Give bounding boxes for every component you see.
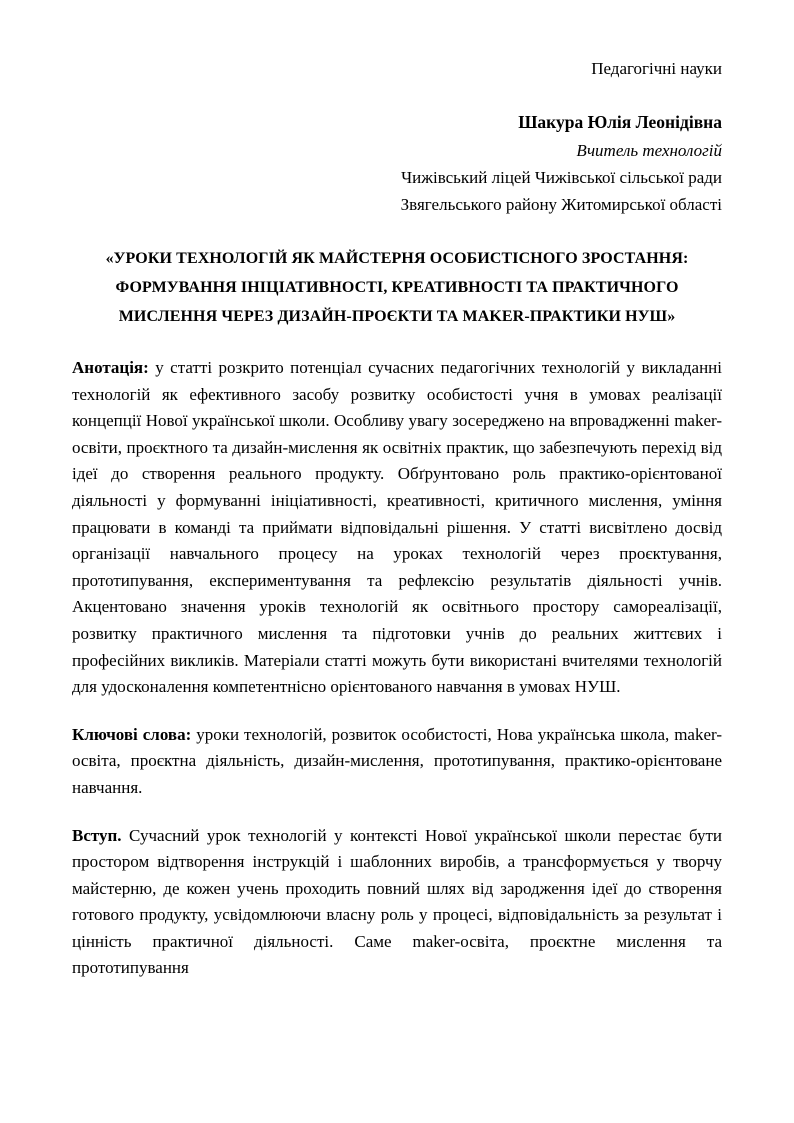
introduction-text: Сучасний урок технологій у контексті Нової української школи перестає бути простором відтворення інструкцій і шаблонних виробів, а трансформується у творчу майстерню, де кожен учень проходить повний шлях від зародження ідеї до створення готового продукту, усвідомлюючи власну роль у процесі, відповідальність за результат і цінність практичної діяльності. Саме maker-освіта, проєктне мислення та прототипування xyxy=(72,825,722,978)
introduction-label: Вступ. xyxy=(72,825,122,845)
running-head: Педагогічні науки xyxy=(591,59,722,78)
abstract-text: у статті розкрито потенціал сучасних педагогічних технологій у викладанні технологій як ефективного засобу розвитку особистості учня в умовах реалізації концепції Нової української школи. Особливу увагу зосереджено на впровадженні maker-освіти, проєктного та дизайн-мислення як освітніх практик, що забезпечують перехід від ідеї до створення реального продукту. Обґрунтовано роль практико-орієнтованої діяльності у формуванні ініціативності, креативності, критичного мислення, уміння працювати в команді та приймати відповідальні рішення. У статті висвітлено досвід організації навчального процесу на уроках технологій через проєктування, прототипування, експериментування та рефлексію результатів діяльності учнів. Акцентовано значення уроків технологій як освітнього простору самореалізації, розвитку практичного мислення та підготовки учнів до реальних життєвих і професійних викликів. Матеріали статті можуть бути використані вчителями технологій для удосконалення компетентнісно орієнтованого навчання в умовах НУШ. xyxy=(72,358,722,697)
abstract-paragraph xyxy=(72,355,722,701)
page-content xyxy=(72,56,722,999)
keywords-text: уроки технологій, розвиток особистості, Нова українська школа, maker-освіта, проєктна діяльність, дизайн-мислення, прототипування, практико-орієнтоване навчання. xyxy=(72,724,722,797)
introduction-paragraph xyxy=(72,823,722,983)
author-name: Шакура Юлія Леонідівна xyxy=(518,112,722,132)
article-title xyxy=(72,244,722,331)
author-role: Вчитель технологій xyxy=(576,141,722,160)
article-title-line-3: МИСЛЕННЯ ЧЕРЕЗ ДИЗАЙН-ПРОЄКТИ ТА MAKER-ПРАКТИКИ НУШ» xyxy=(118,308,676,325)
keywords-paragraph xyxy=(72,722,722,802)
article-title-line-1: «УРОКИ ТЕХНОЛОГІЙ ЯК МАЙСТЕРНЯ ОСОБИСТІСНОГО ЗРОСТАННЯ: xyxy=(105,250,689,267)
keywords-label: Ключові слова: xyxy=(72,724,192,744)
article-title-line-2: ФОРМУВАННЯ ІНІЦІАТИВНОСТІ, КРЕАТИВНОСТІ ТА ПРАКТИЧНОГО xyxy=(115,279,679,296)
author-affiliation-line-2: Звягельського району Житомирської області xyxy=(400,195,722,214)
author-affiliation-line-1: Чижівський ліцей Чижівської сільської ради xyxy=(401,168,722,187)
author-block xyxy=(72,108,722,218)
abstract-label: Анотація: xyxy=(72,358,149,377)
